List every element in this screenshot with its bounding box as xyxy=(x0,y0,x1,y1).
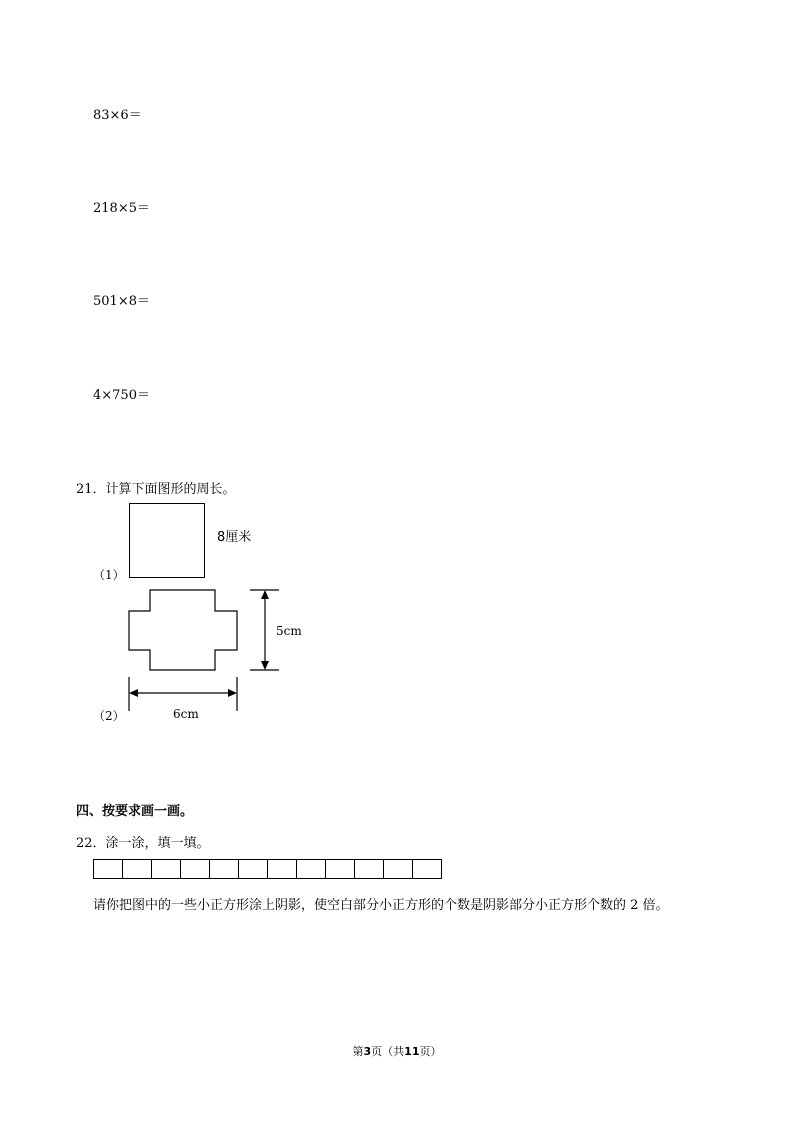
footer-middle: 页（共 xyxy=(371,1045,405,1058)
equation-1: 83×6＝ xyxy=(93,108,142,123)
grid-cell[interactable] xyxy=(413,859,442,879)
part-2-label: （2） xyxy=(93,709,125,723)
arrow-down-icon xyxy=(261,661,269,670)
grid-cell[interactable] xyxy=(181,859,210,879)
footer-page-number: 3 xyxy=(363,1045,372,1058)
arrow-left-icon xyxy=(129,689,138,697)
part-1-label: （1） xyxy=(93,568,125,582)
question-21-title: 21．计算下面图形的周长。 xyxy=(76,482,236,497)
height-dim-label: 5cm xyxy=(276,624,302,638)
equation-3: 501×8＝ xyxy=(93,294,150,309)
arrow-up-icon xyxy=(261,590,269,599)
question-22-title: 22．涂一涂，填一填。 xyxy=(76,836,210,851)
footer-suffix: 页） xyxy=(419,1045,442,1058)
square-grid xyxy=(93,859,442,879)
grid-cell[interactable] xyxy=(94,859,123,879)
grid-cell[interactable] xyxy=(297,859,326,879)
square-side-label: 8厘米 xyxy=(217,530,252,545)
grid-cell[interactable] xyxy=(355,859,384,879)
width-dim-label: 6cm xyxy=(173,707,199,721)
section-4-heading: 四、按要求画一画。 xyxy=(76,804,194,819)
footer-total-pages: 11 xyxy=(404,1045,420,1058)
grid-cell[interactable] xyxy=(326,859,355,879)
arrow-right-icon xyxy=(228,689,237,697)
grid-cell[interactable] xyxy=(239,859,268,879)
cross-shape xyxy=(129,590,237,670)
equation-2: 218×5＝ xyxy=(93,201,150,216)
grid-cell[interactable] xyxy=(210,859,239,879)
grid-cell[interactable] xyxy=(384,859,413,879)
grid-cell[interactable] xyxy=(152,859,181,879)
page-footer xyxy=(0,1043,794,1059)
grid-cell[interactable] xyxy=(268,859,297,879)
grid-cell[interactable] xyxy=(123,859,152,879)
question-22-instruction: 请你把图中的一些小正方形涂上阴影，使空白部分小正方形的个数是阴影部分小正方形个数的 2 倍。 xyxy=(93,898,669,913)
footer-prefix: 第 xyxy=(352,1045,364,1058)
equation-4: 4×750＝ xyxy=(93,388,150,403)
